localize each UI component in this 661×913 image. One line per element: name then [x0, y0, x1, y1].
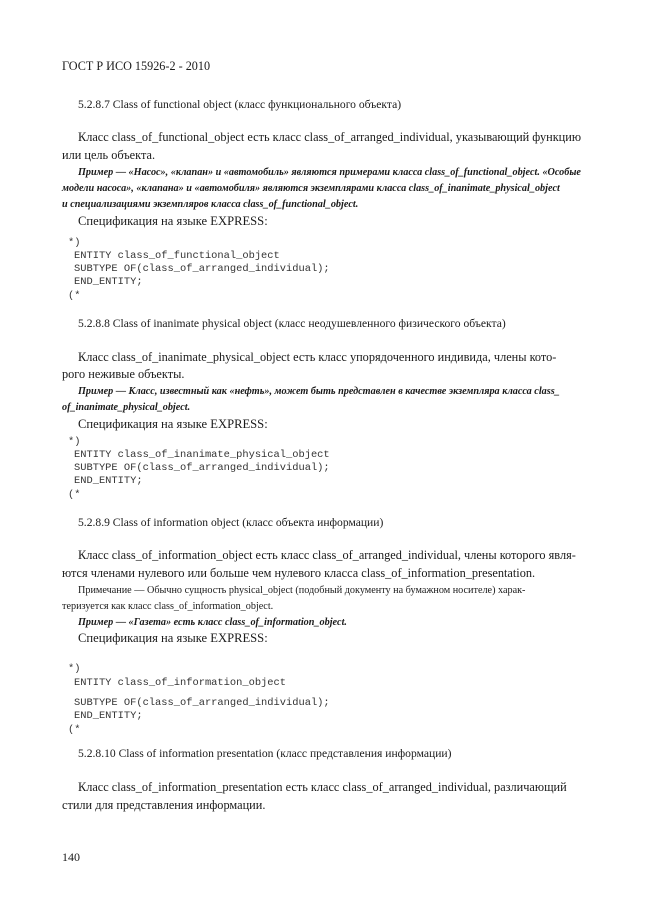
body-line: Класс class_of_functional_object есть класс class_of_arranged_individual, указывающий функцию	[78, 130, 582, 144]
section-heading-functional-object: 5.2.8.7 Class of functional object (класс функционального объекта)	[78, 98, 402, 111]
body-line: Класс class_of_information_presentation есть класс class_of_arranged_individual, различающий	[78, 780, 567, 794]
example-line: Пример — «Насос», «клапан» и «автомобиль» являются примерами класса class_of_functional_object. «Особые	[78, 167, 581, 178]
code-line: (*	[68, 290, 81, 302]
body-line: или цель объекта.	[62, 148, 156, 162]
example-line: Пример — Класс, известный как «нефть», может быть представлен в качестве экземпляра класса class_	[78, 386, 560, 397]
section-heading-information-presentation: 5.2.8.10 Class of information presentation (класс представления информации)	[78, 747, 452, 760]
code-line: END_ENTITY;	[74, 475, 143, 487]
code-line: SUBTYPE OF(class_of_arranged_individual);	[74, 263, 330, 275]
spec-label: Спецификация на языке EXPRESS:	[78, 631, 268, 645]
running-head: ГОСТ Р ИСО 15926-2 - 2010	[62, 59, 211, 73]
code-line: *)	[68, 663, 81, 675]
body-line: ются членами нулевого или больше чем нулевого класса class_of_information_presentation.	[62, 566, 536, 580]
code-line: SUBTYPE OF(class_of_arranged_individual);	[74, 462, 330, 474]
example-line: Пример — «Газета» есть класс class_of_information_object.	[78, 617, 347, 628]
code-line: (*	[68, 489, 81, 501]
section-heading-information-object: 5.2.8.9 Class of information object (класс объекта информации)	[78, 516, 384, 529]
example-line: модели насоса», «клапана» и «автомобиля» являются экземплярами класса class_of_inanimate_physical_object	[62, 183, 560, 194]
code-line: ENTITY class_of_information_object	[74, 677, 287, 689]
page-number: 140	[62, 850, 80, 864]
spec-label: Спецификация на языке EXPRESS:	[78, 417, 268, 431]
body-line: Класс class_of_information_object есть класс class_of_arranged_individual, члены которого явля-	[78, 548, 576, 562]
spec-label: Спецификация на языке EXPRESS:	[78, 214, 268, 228]
section-heading-inanimate-physical-object: 5.2.8.8 Class of inanimate physical object (класс неодушевленного физического объекта)	[78, 317, 506, 330]
code-line: END_ENTITY;	[74, 710, 143, 722]
code-line: *)	[68, 436, 81, 448]
code-line: ENTITY class_of_functional_object	[74, 250, 280, 262]
code-line: (*	[68, 724, 81, 736]
example-line: of_inanimate_physical_object.	[62, 402, 191, 413]
note-line: Примечание — Обычно сущность physical_object (подобный документу на бумажном носителе) харак-	[78, 585, 526, 596]
code-line: END_ENTITY;	[74, 276, 143, 288]
example-line: и специализациями экземпляров класса class_of_functional_object.	[62, 199, 359, 210]
body-line: рого неживые объекты.	[62, 367, 185, 381]
body-line: Класс class_of_inanimate_physical_object есть класс упорядоченного индивида, члены кото-	[78, 350, 557, 364]
note-line: теризуется как класс class_of_information_object.	[62, 601, 274, 612]
code-line: SUBTYPE OF(class_of_arranged_individual);	[74, 697, 330, 709]
body-line: стили для представления информации.	[62, 798, 266, 812]
code-line: *)	[68, 237, 81, 249]
code-line: ENTITY class_of_inanimate_physical_object	[74, 449, 330, 461]
